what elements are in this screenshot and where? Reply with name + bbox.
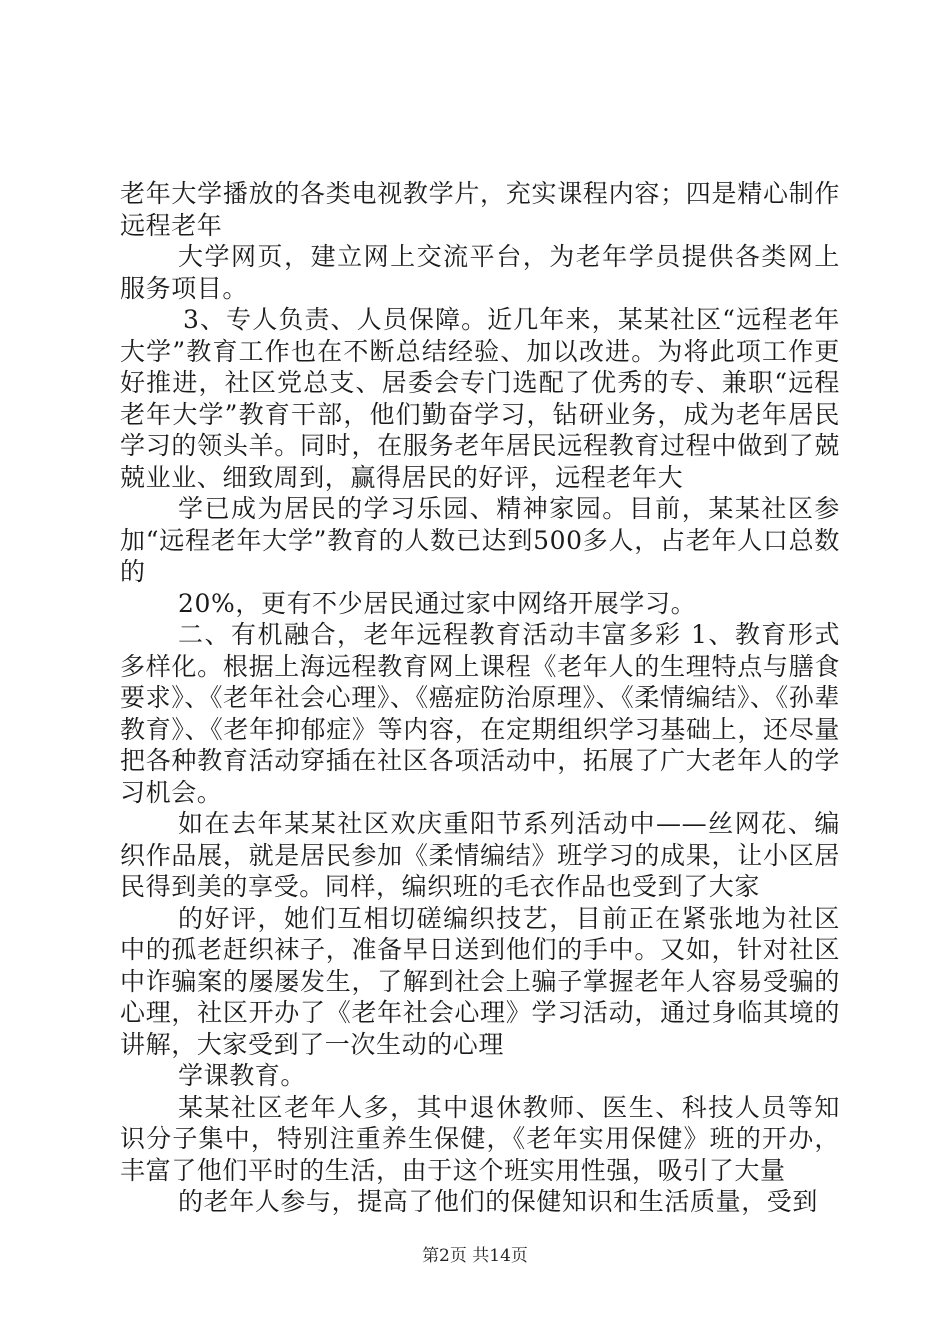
paragraph-2: 大学网页，建立网上交流平台，为老年学员提供各类网上服务项目。	[120, 242, 840, 303]
paragraph-8: 的好评，她们互相切磋编织技艺，目前正在紧张地为社区中的孤老赶织袜子，准备早日送到他们的手中。又如，针对社区中诈骗案的屡屡发生，了解到社会上骗子掌握老年人容易受骗的心理，社区开办了《老年社会心理》学习活动，通过身临其境的讲解，大家受到了一次生动的心理	[120, 903, 840, 1059]
paragraph-1: 老年大学播放的各类电视教学片，充实课程内容；四是精心制作远程老年	[120, 179, 840, 240]
paragraph-11: 的老年人参与，提高了他们的保健知识和生活质量，受到	[178, 1187, 819, 1216]
paragraph-6: 二、有机融合，老年远程教育活动丰富多彩 1、教育形式多样化。根据上海远程教育网上课程《老年人的生理特点与膳食要求》、《老年社会心理》、《癌症防治原理》、《柔情编结》、《孙辈教育》、《老年抑郁症》等内容，在定期组织学习基础上，还尽量把各种教育活动穿插在社区各项活动中，拓展了广大老年人的学习机会。	[120, 620, 840, 807]
paragraph-10: 某某社区老年人多，其中退休教师、医生、科技人员等知识分子集中，特别注重养生保健，《老年实用保健》班的开办，丰富了他们平时的生活，由于这个班实用性强，吸引了大量	[120, 1092, 840, 1185]
paragraph-9: 学课教育。	[178, 1061, 307, 1090]
paragraph-7: 如在去年某某社区欢庆重阳节系列活动中——丝网花、编织作品展，就是居民参加《柔情编结》班学习的成果，让小区居民得到美的享受。同样，编织班的毛衣作品也受到了大家	[120, 809, 840, 901]
document-body	[120, 178, 840, 1218]
page-footer	[0, 1245, 950, 1267]
paragraph-5: 20%，更有不少居民通过家中网络开展学习。	[178, 588, 697, 618]
paragraph-4: 学已成为居民的学习乐园、精神家园。目前，某某社区参加“远程老年大学”教育的人数已达到500多人，占老年人口总数的	[120, 494, 840, 586]
page-indicator: 第2页 共14页	[422, 1246, 528, 1266]
paragraph-3: 3、专人负责、人员保障。近几年来，某某社区“远程老年大学”教育工作也在不断总结经验、加以改进。为将此项工作更好推进，社区党总支、居委会专门选配了优秀的专、兼职“远程老年大学”教育干部，他们勤奋学习，钻研业务，成为老年居民学习的领头羊。同时，在服务老年居民远程教育过程中做到了兢兢业业、细致周到，赢得居民的好评，远程老年大	[120, 305, 840, 492]
